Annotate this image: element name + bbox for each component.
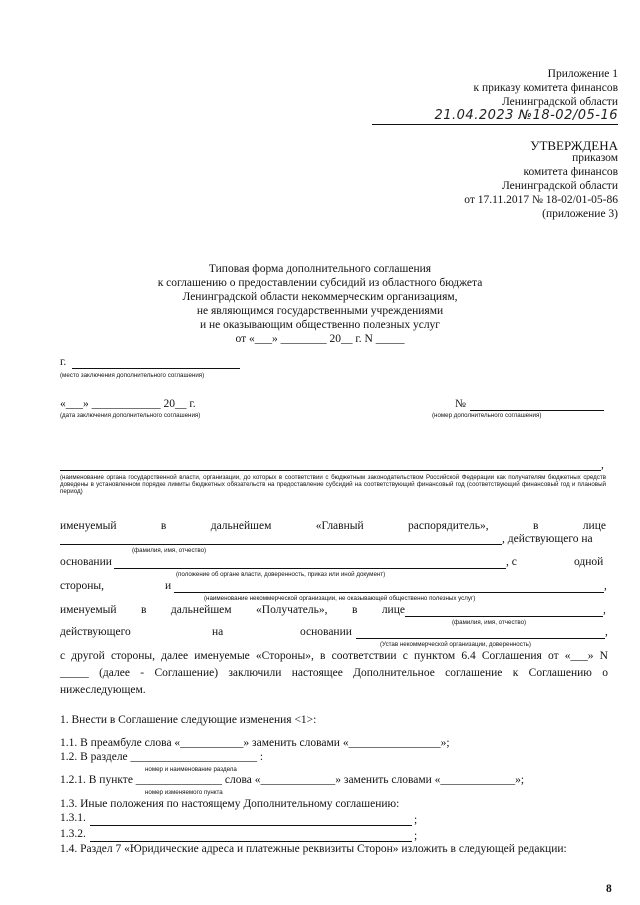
p1-word: именуемый (60, 520, 117, 532)
p2-line-3: _____ (далее - Соглашение) заключили настоящее Дополнительное соглашение к Соглашению о (60, 667, 608, 679)
org-name-field[interactable] (60, 470, 601, 471)
p1-word: в (160, 520, 167, 532)
date-caption: (дата заключения дополнительного соглашения) (60, 412, 201, 419)
p2-word: в (351, 604, 358, 616)
item-1-3-2-label: 1.3.2. (60, 828, 86, 840)
item-1-3-1-field[interactable] (90, 825, 412, 826)
charter-field[interactable] (356, 638, 605, 639)
p2-word: именуемый (60, 604, 117, 616)
item-1-2-1: 1.2.1. В пункте _______________ слова «_____________» заменить словами «_____________»; (60, 774, 525, 786)
item-1-3-1-semi: ; (414, 814, 418, 826)
p2-line-2: с другой стороны, далее именуемые «Стороны», в соответствии с пунктом 6.4 Соглашения от «___» N (60, 650, 608, 662)
place-field[interactable] (72, 368, 240, 369)
p2-comma: , (603, 604, 606, 616)
p2-line-1 (60, 604, 405, 617)
p1-comma: , (604, 580, 607, 592)
p1-word: «Главный (315, 520, 364, 532)
fio-caption: (фамилия, имя, отчество) (132, 547, 207, 554)
recipient-fio-caption: (фамилия, имя, отчество) (452, 619, 527, 626)
charter-caption: (Устав некоммерческой организации, доверенность) (380, 641, 531, 648)
place-prefix: г. (60, 356, 67, 368)
recipient-org-field[interactable] (174, 592, 604, 593)
item-1-3-1-label: 1.3.1. (60, 812, 86, 824)
p1-word: лице (582, 520, 606, 532)
title-line-1: Типовая форма дополнительного соглашения (208, 263, 432, 275)
number-caption: (номер дополнительного соглашения) (432, 412, 542, 419)
p1-word: в (533, 520, 539, 532)
title-line-4: не являющимся государственными учреждениями (196, 305, 444, 317)
handwritten-underline (372, 124, 618, 125)
acting-label: действующего (60, 626, 131, 638)
p2-word: «Получатель», (256, 604, 328, 616)
p2-comma2: , (605, 626, 608, 638)
item-1-1: 1.1. В преамбуле слова «___________» заменить словами «________________»; (60, 737, 450, 749)
p1-word: дальнейшем (210, 520, 272, 532)
annex-label: (приложение 3) (542, 208, 618, 220)
title-line-2: к соглашению о предоставлении субсидий из областного бюджета (157, 277, 483, 289)
on-label: на (212, 626, 224, 638)
committee-label: комитета финансов (523, 166, 618, 178)
title-line-3: Ленинградской области некоммерческим организациям, (182, 291, 458, 303)
recipient-fio-field[interactable] (405, 616, 603, 617)
org-comma: , (601, 459, 604, 471)
item-1-3-2-field[interactable] (90, 841, 412, 842)
item-1-4: 1.4. Раздел 7 «Юридические адреса и платежные реквизиты Сторон» изложить в следующей редакции: (60, 843, 567, 855)
basis-field[interactable] (114, 568, 506, 569)
page-number: 8 (606, 883, 612, 895)
org-name-caption: (наименование некоммерческой организации, не оказывающей общественно полезных услуг) (204, 595, 476, 602)
and-label: и (165, 580, 172, 592)
p1-line-1 (60, 520, 606, 533)
appendix-label: Приложение 1 (547, 68, 618, 80)
region-label: Ленинградской области (501, 96, 618, 108)
basis-caption: (положение об органе власти, доверенность, приказ или иной документ) (176, 571, 386, 578)
acting-on-label: , действующего на (502, 533, 593, 545)
item-1-3-2-semi: ; (414, 830, 418, 842)
place-caption: (место заключения дополнительного соглашения) (60, 372, 205, 379)
title-line-6: от «___» ________ 20__ г. N _____ (235, 333, 405, 345)
basis2-label: основании (300, 626, 352, 638)
p2-line-4: нижеследующем. (60, 684, 146, 696)
p2-word: дальнейшем (170, 604, 232, 616)
item-1-3: 1.3. Иные положения по настоящему Дополнительному соглашению: (60, 798, 400, 810)
one-label: одной (574, 556, 604, 568)
item-1: 1. Внести в Соглашение следующие изменения <1>: (60, 714, 317, 726)
p2-word: в (141, 604, 147, 616)
item-1-2-1-caption: номер изменяемого пункта (145, 789, 223, 796)
title-line-5: и не оказывающим общественно полезных услуг (199, 319, 441, 331)
order-date-number: от 17.11.2017 № 18-02/01-05-86 (464, 194, 618, 206)
representative-fio-field[interactable] (60, 544, 502, 545)
number-sign: № (455, 398, 466, 410)
agreement-date: «___» ____________ 20__ г. (60, 398, 196, 410)
approved-label: УТВЕРЖДЕНА (530, 138, 618, 153)
basis-label: основании (60, 556, 112, 568)
p2-word: лице (381, 604, 405, 616)
p1-word: распорядитель», (407, 520, 489, 532)
item-1-2: 1.2. В разделе ______________________ : (60, 751, 264, 763)
handwritten-registration: 21.04.2023 №18-02/05-16 (434, 108, 618, 123)
side-label: стороны, (60, 580, 104, 592)
agreement-number-field[interactable] (470, 410, 604, 411)
to-order-label: к приказу комитета финансов (473, 82, 618, 94)
with-label: , с (506, 556, 517, 568)
org-caption: (наименование органа государственной власти, организации, до которых в соответствии с бюджетным законодательством Российской Федерации как получателям бюджетных средств доведены в установленном порядке лимиты бюджетных обязательств на предоставление субсидий на соответствующий финансовый год (соответствующий финансовый год и плановый период) (60, 474, 606, 495)
order-label: приказом (572, 152, 618, 164)
item-1-2-caption: номер и наименование раздела (145, 766, 237, 773)
region2-label: Ленинградской области (501, 180, 618, 192)
